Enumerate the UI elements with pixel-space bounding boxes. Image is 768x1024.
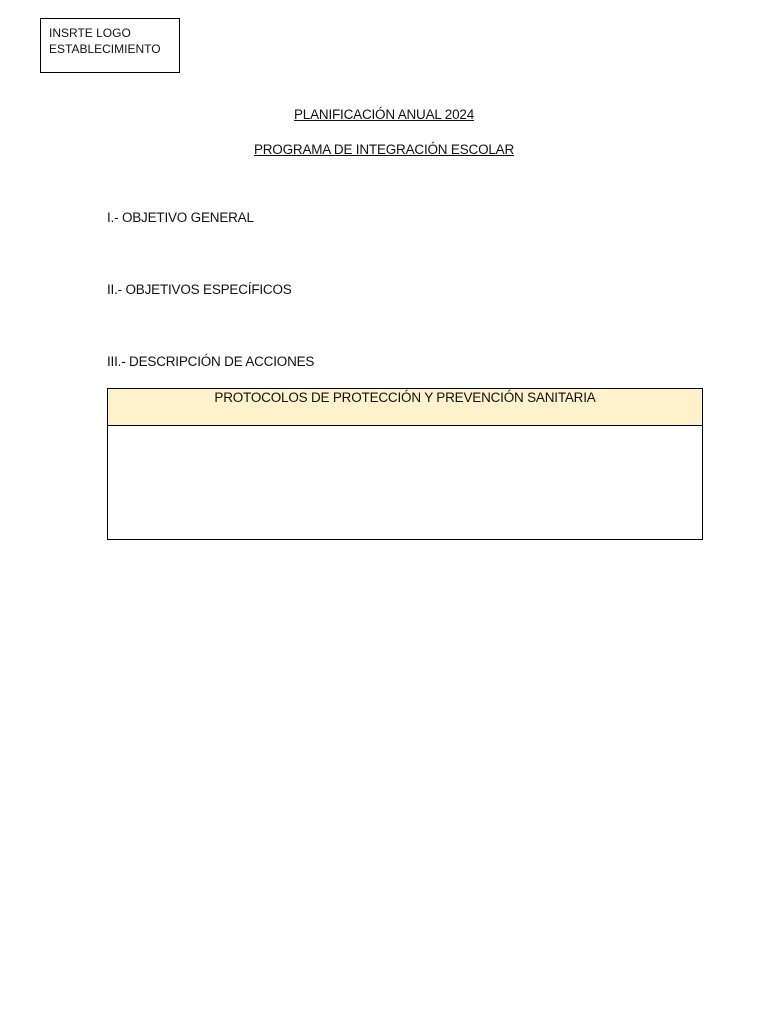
actions-table	[107, 388, 703, 540]
program-title: PROGRAMA DE INTEGRACIÓN ESCOLAR	[253, 142, 515, 157]
document-title: PLANIFICACIÓN ANUAL 2024	[293, 107, 475, 122]
logo-placeholder-line-2: ESTABLECIMIENTO	[49, 42, 161, 56]
section-heading-general-objective: I.- OBJETIVO GENERAL	[107, 210, 254, 225]
actions-table-body-cell[interactable]	[108, 426, 702, 539]
section-heading-actions-description: III.- DESCRIPCIÓN DE ACCIONES	[107, 354, 315, 369]
logo-placeholder-line-1: INSRTE LOGO	[49, 26, 131, 40]
actions-table-header: PROTOCOLOS DE PROTECCIÓN Y PREVENCIÓN SANITARIA	[108, 389, 702, 426]
logo-placeholder	[40, 18, 180, 73]
section-heading-specific-objectives: II.- OBJETIVOS ESPECÍFICOS	[107, 282, 292, 297]
